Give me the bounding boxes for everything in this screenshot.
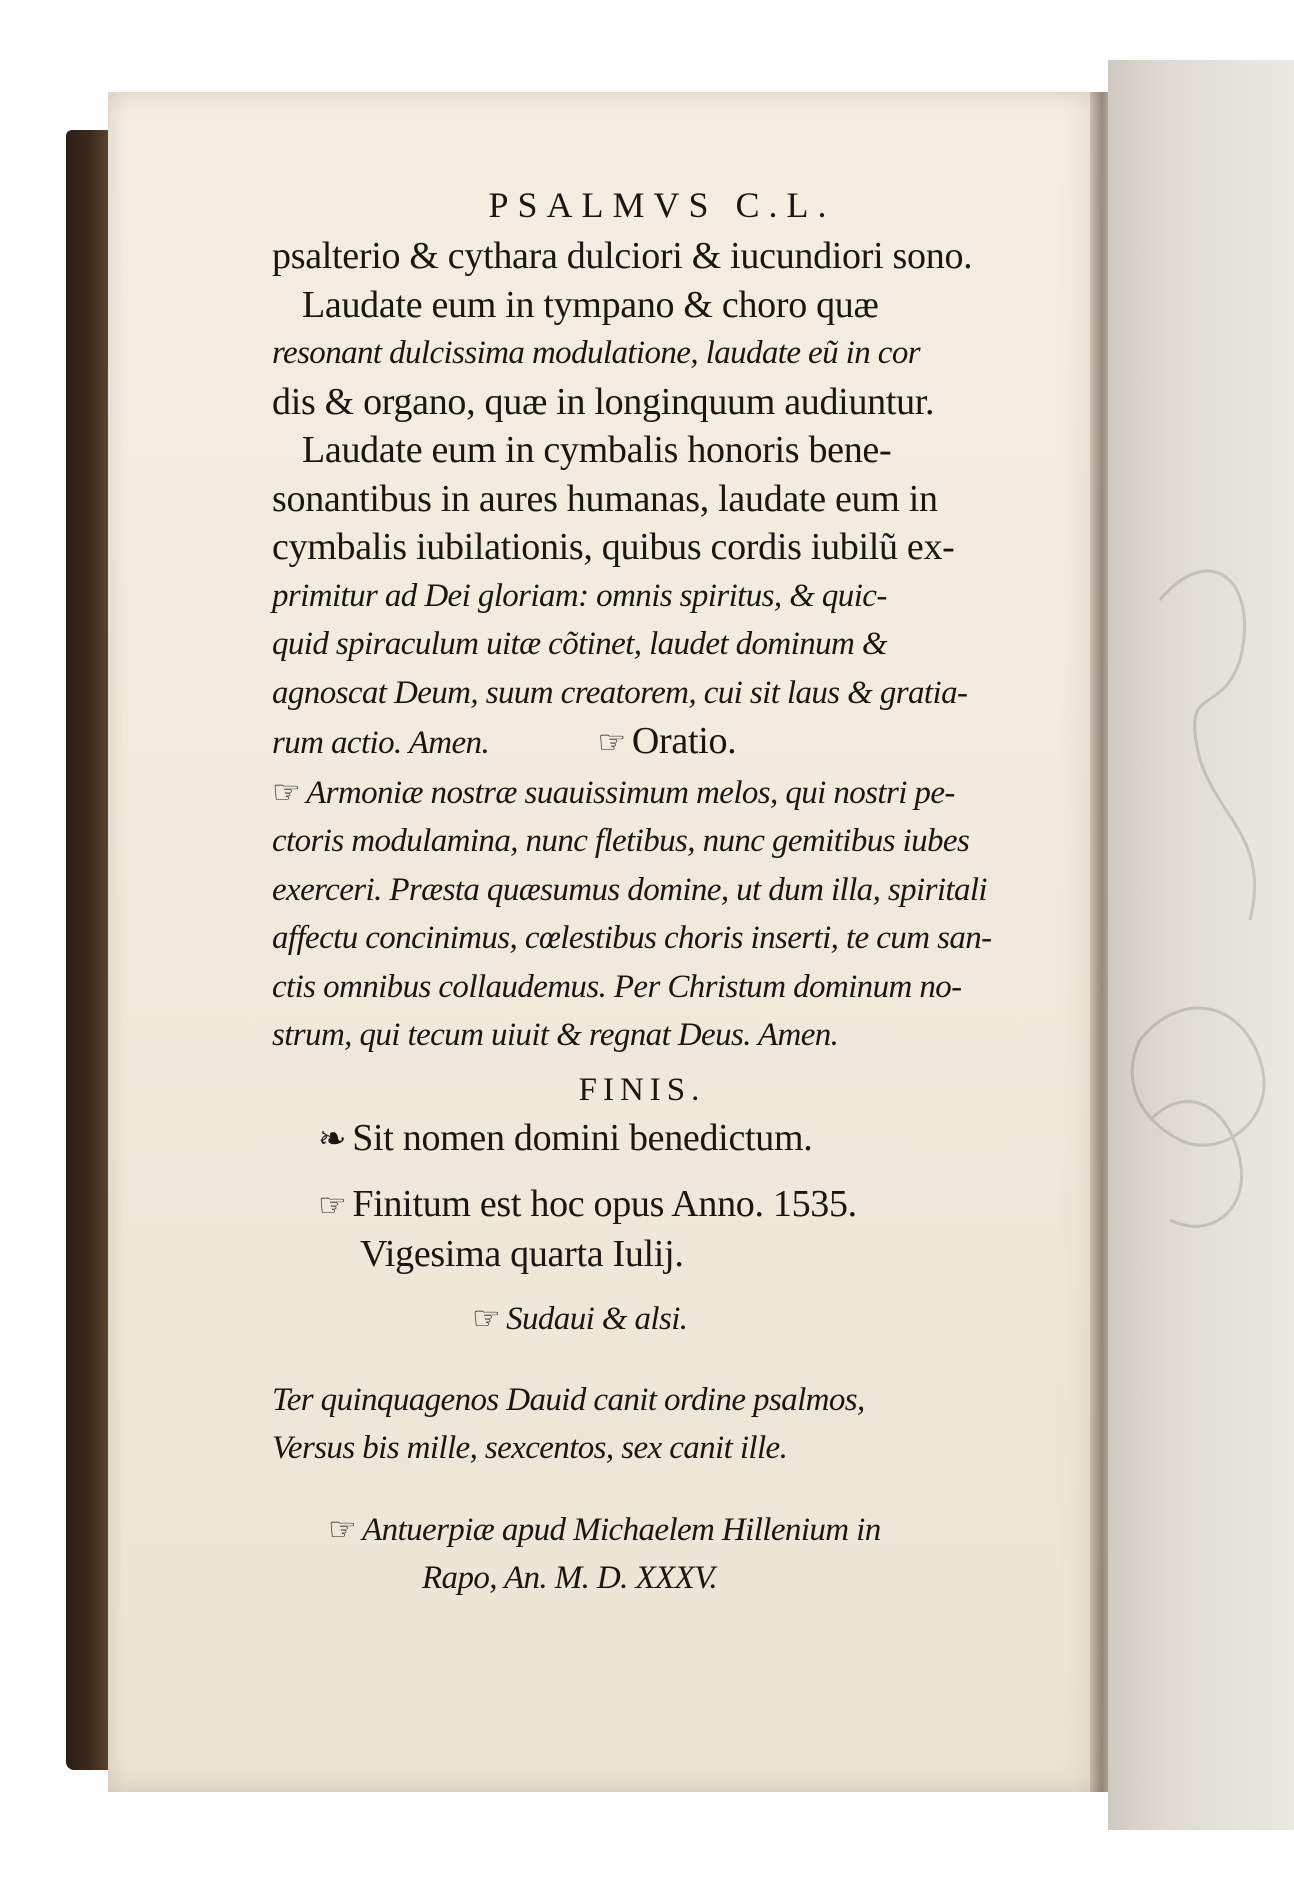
oratio-line bbox=[272, 768, 1012, 818]
oratio-text: Armoniæ nostræ suauissimum melos, qui nostri pe- bbox=[306, 774, 955, 811]
oratio-line: ctis omnibus collaudemus. Per Christum dominum no- bbox=[272, 968, 962, 1005]
running-head: PSALMVS C.L. bbox=[488, 185, 836, 225]
oratio-line: affectu concinimus, cœlestibus choris inserti, te cum san- bbox=[272, 920, 992, 956]
oratio-line: ctoris modulamina, nunc fletibus, nunc gemitibus iubes bbox=[272, 823, 970, 859]
finis-heading: FINIS. bbox=[578, 1071, 706, 1108]
colophon-line: Vigesima quarta Iulij. bbox=[360, 1232, 684, 1275]
text-line: Laudate eum in cymbalis honoris bene- bbox=[302, 429, 892, 471]
oratio-line: strum, qui tecum uiuit & regnat Deus. Amen. bbox=[272, 1017, 839, 1053]
text-line-amen: rum actio. Amen. bbox=[272, 725, 490, 761]
oratio-heading: Oratio. bbox=[631, 720, 737, 762]
text-line: sonantibus in aures humanas, laudate eum in bbox=[272, 477, 938, 520]
oratio-line: exerceri. Præsta quæsumus domine, ut dum illa, spiritali bbox=[272, 871, 987, 908]
colophon-line bbox=[272, 1180, 1012, 1230]
fleuron-icon: ❧ bbox=[318, 1120, 347, 1158]
pointing-hand-icon: ☞ bbox=[328, 1510, 357, 1547]
sudaui-line bbox=[272, 1294, 1012, 1344]
verse-line: Ter quinquagenos Dauid canit ordine psalmos, bbox=[272, 1381, 865, 1418]
imprint-line: Rapo, An. M. D. XXXV. bbox=[422, 1560, 718, 1596]
text-line: dis & organo, quæ in longinquum audiuntur. bbox=[272, 380, 935, 423]
text-line: psalterio & cythara dulciori & iucundiori sono. bbox=[272, 235, 973, 277]
colophon-date: Finitum est hoc opus Anno. 1535. bbox=[352, 1183, 857, 1225]
motto-line bbox=[272, 1114, 1012, 1165]
pointing-hand-icon: ☞ bbox=[472, 1300, 501, 1336]
text-line: resonant dulcissima modulatione, laudate eũ in cor bbox=[272, 335, 920, 371]
text-line-amen-oratio bbox=[272, 717, 1012, 768]
page-text bbox=[272, 182, 1012, 1603]
pointing-hand-icon: ☞ bbox=[597, 724, 626, 760]
pointing-hand-icon: ☞ bbox=[318, 1187, 347, 1223]
text-line: cymbalis iubilationis, quibus cordis iubilũ ex- bbox=[272, 526, 955, 568]
text-line: quid spiraculum uitæ cõtinet, laudet dominum & bbox=[272, 626, 887, 662]
text-line: primitur ad Dei gloriam: omnis spiritus, & quic- bbox=[272, 577, 887, 614]
imprint-line bbox=[272, 1505, 1012, 1555]
imprint-text: Antuerpiæ apud Michaelem Hillenium in bbox=[362, 1511, 881, 1548]
text-line: Laudate eum in tympano & choro quæ bbox=[302, 283, 879, 326]
pointing-hand-icon: ☞ bbox=[272, 773, 301, 810]
motto-text: Sit nomen domini benedictum. bbox=[352, 1116, 813, 1159]
sudaui-text: Sudaui & alsi. bbox=[506, 1301, 688, 1337]
text-line: agnoscat Deum, suum creatorem, cui sit laus & gratia- bbox=[272, 674, 968, 711]
verse-line: Versus bis mille, sexcentos, sex canit ille. bbox=[272, 1430, 788, 1466]
show-through-woodcut bbox=[1120, 520, 1280, 1420]
